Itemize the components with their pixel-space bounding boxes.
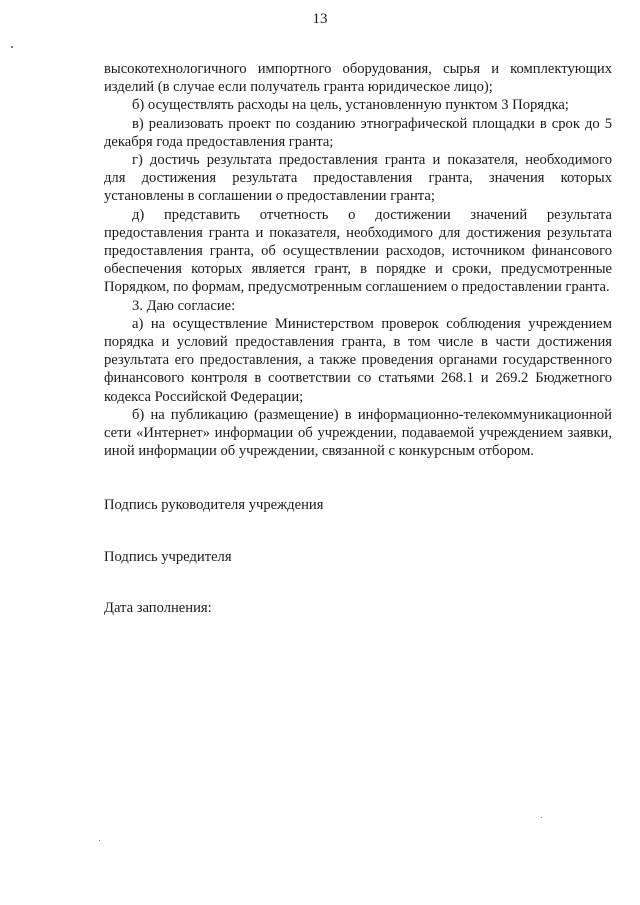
paragraph-item-v: в) реализовать проект по созданию этнографической площадки в срок до 5 декабря года предоставления гранта; xyxy=(104,115,612,150)
founder-signature-label: Подпись учредителя xyxy=(104,549,232,565)
paragraph-consent-a: а) на осуществление Министерством проверок соблюдения учреждением порядка и условий предоставления гранта, в том числе в части достижения результата его предоставления, а также проведения органами государственного финансового контроля в соответствии со статьями 268.1 и 269.2 Бюджетного кодекса Российской Федерации; xyxy=(104,315,612,405)
paragraph-consent-heading: 3. Даю согласие: xyxy=(132,297,236,314)
page-number: 13 xyxy=(312,11,328,27)
paragraph-consent-b: б) на публикацию (размещение) в информационно-телекоммуникационной сети «Интернет» информации об учреждении, подаваемой учреждением заявки, иной информации об учреждении, связанной с конкурсным отбором. xyxy=(104,406,612,460)
paragraph-item-g: г) достичь результата предоставления гранта и показателя, необходимого для достижения результата предоставления гранта, значения которых установлены в соглашении о предоставлении гранта; xyxy=(104,152,612,205)
head-signature-label: Подпись руководителя учреждения xyxy=(104,497,324,513)
paragraph-item-d: д) представить отчетность о достижении значений результата предоставления гранта и показателя, необходимого для достижения результата предоставления гранта, об осуществлении расходов, источником финансового обеспечения которых является грант, в порядке и сроки, предусмотренные Порядком, по формам, предусмотренным соглашением о предоставлении гранта. xyxy=(104,206,612,296)
paragraph-item-b: б) осуществлять расходы на цель, установленную пунктом 3 Порядка; xyxy=(132,97,569,114)
paragraph-continuation: высокотехнологичного импортного оборудования, сырья и комплектующих изделий (в случае если получатель гранта юридическое лицо); xyxy=(104,61,612,96)
scan-speck xyxy=(541,817,542,818)
document-body xyxy=(104,60,612,460)
scan-speck xyxy=(99,840,100,841)
scan-speck xyxy=(11,46,13,48)
fill-date-label: Дата заполнения: xyxy=(104,600,212,616)
